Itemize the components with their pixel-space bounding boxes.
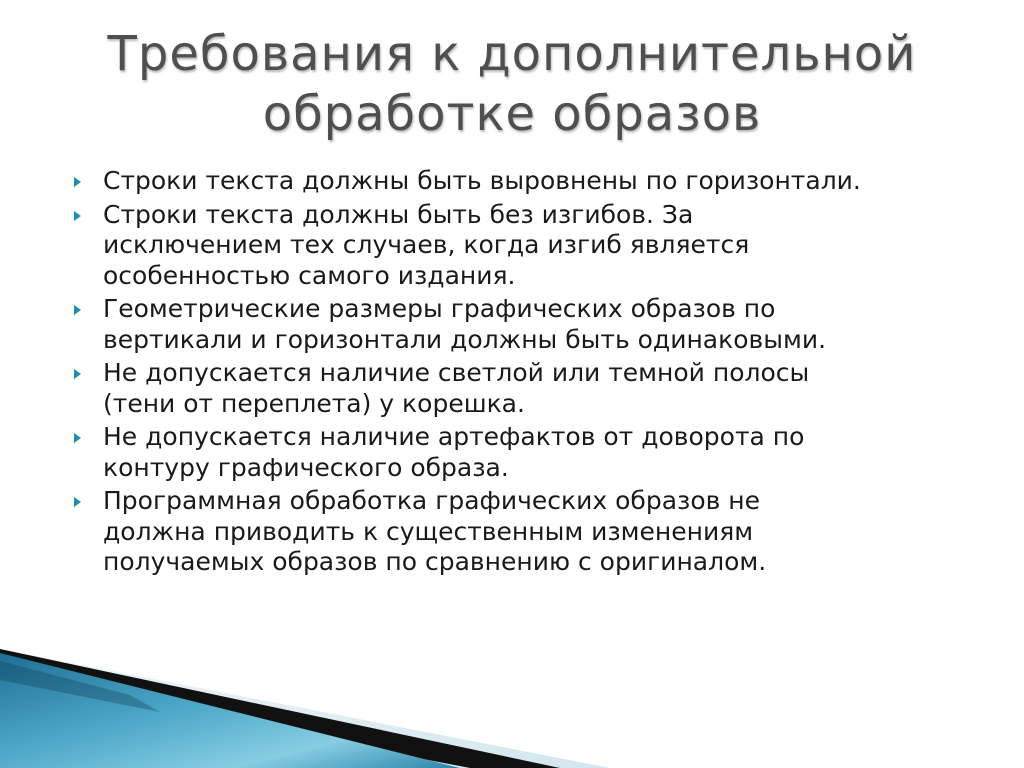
bullet-line: особенностью самого издания. — [103, 260, 516, 290]
title-line-1: Требования к дополнительной — [107, 26, 917, 82]
bullet-line: должна приводить к существенным изменениям — [103, 516, 754, 546]
bullet-line: Геометрические размеры графических образов по — [103, 294, 776, 323]
bullet-list — [74, 166, 974, 581]
triangle-right-icon — [74, 305, 81, 315]
bullet-line: Строки текста должны быть выровнены по горизонтали. — [103, 166, 861, 195]
bullet-item-1 — [74, 166, 974, 197]
triangle-right-icon — [74, 433, 81, 443]
triangle-right-icon — [74, 369, 81, 379]
bullet-line: вертикали и горизонтали должны быть одинаковыми. — [103, 324, 827, 354]
bullet-line: получаемых образов по сравнению с оригиналом. — [103, 547, 767, 576]
decor-blue-band — [0, 653, 460, 768]
decorative-corner-graphic — [0, 600, 1024, 768]
bullet-item-5 — [74, 422, 974, 483]
bullet-line: Не допускается наличие светлой или темной полосы — [103, 358, 810, 387]
bullet-line: Программная обработка графических образов не — [103, 486, 761, 515]
triangle-right-icon — [74, 177, 81, 187]
bullet-line: (тени от переплета) у корешка. — [103, 388, 525, 418]
bullet-line: исключением тех случаев, когда изгиб является — [103, 230, 750, 259]
bullet-item-3 — [74, 294, 974, 355]
bullet-item-4 — [74, 358, 974, 419]
slide-title — [40, 24, 984, 144]
triangle-right-icon — [74, 211, 81, 221]
bullet-item-6 — [74, 486, 974, 578]
title-line-2: обработке образов — [262, 86, 762, 142]
bullet-item-2 — [74, 200, 974, 292]
bullet-line: контуру графического образа. — [103, 452, 509, 482]
bullet-line: Строки текста должны быть без изгибов. За — [103, 199, 694, 229]
bullet-line: Не допускается наличие артефактов от доворота по — [103, 422, 805, 451]
triangle-right-icon — [74, 497, 81, 507]
